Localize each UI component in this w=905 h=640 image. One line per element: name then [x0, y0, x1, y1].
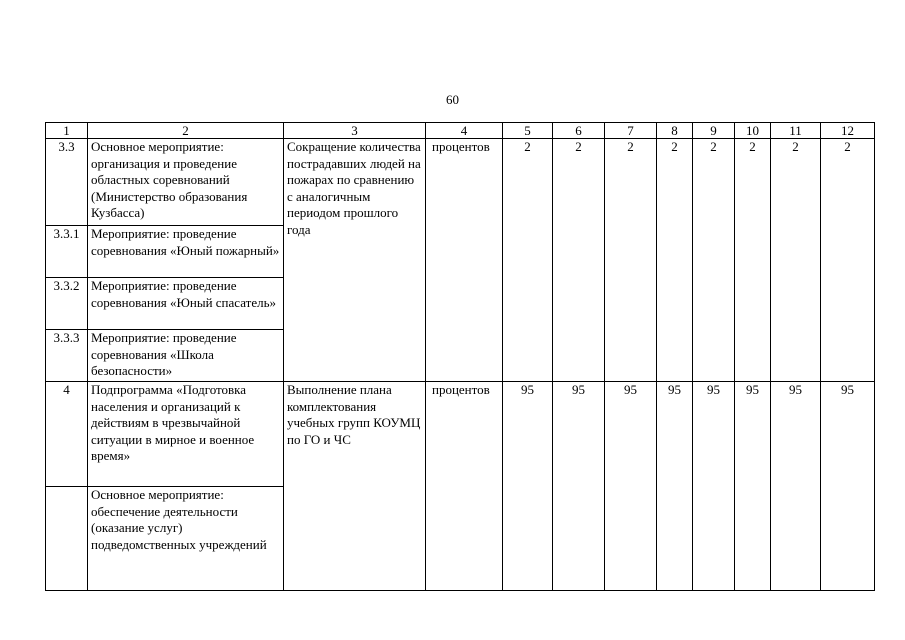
page-number: 60: [446, 92, 459, 107]
row-number: 3.3.1: [46, 226, 88, 278]
header-cell: 11: [771, 123, 821, 139]
indicator-name: Сокращение количества пострадавших людей на пожарах по сравнению с аналогичным периодом прошлого года: [284, 139, 426, 382]
header-cell: 7: [605, 123, 657, 139]
measure-name: Мероприятие: проведение соревнования «Юный пожарный»: [88, 226, 284, 278]
row-number-empty: [46, 487, 88, 591]
indicator-name: Выполнение плана комплектования учебных групп КОУМЦ по ГО и ЧС: [284, 382, 426, 591]
measure-name: Основное мероприятие: организация и проведение областных соревнований (Министерство образования Кузбасса): [88, 139, 284, 226]
row-number: 3.3: [46, 139, 88, 226]
indicators-table: [45, 122, 875, 591]
row-number: 3.3.3: [46, 330, 88, 382]
value-cell: 95: [735, 382, 771, 591]
header-cell: 1: [46, 123, 88, 139]
value-cell: 2: [553, 139, 605, 382]
unit-cell: процентов: [426, 139, 503, 382]
header-cell: 5: [503, 123, 553, 139]
header-cell: 2: [88, 123, 284, 139]
table-row: [46, 382, 875, 487]
measure-name: Подпрограмма «Подготовка населения и организаций к действиям в чрезвычайной ситуации в мирное и военное время»: [88, 382, 284, 487]
value-cell: 95: [771, 382, 821, 591]
value-cell: 2: [657, 139, 693, 382]
value-cell: 2: [605, 139, 657, 382]
table-row: [46, 139, 875, 226]
value-cell: 95: [657, 382, 693, 591]
header-cell: 6: [553, 123, 605, 139]
row-number: 3.3.2: [46, 278, 88, 330]
unit-cell: процентов: [426, 382, 503, 591]
header-cell: 8: [657, 123, 693, 139]
table-header-row: [46, 123, 875, 139]
header-cell: 4: [426, 123, 503, 139]
header-cell: 3: [284, 123, 426, 139]
value-cell: 95: [503, 382, 553, 591]
measure-name: Мероприятие: проведение соревнования «Школа безопасности»: [88, 330, 284, 382]
value-cell: 2: [503, 139, 553, 382]
value-cell: 2: [735, 139, 771, 382]
row-number: 4: [46, 382, 88, 487]
value-cell: 95: [693, 382, 735, 591]
value-cell: 2: [693, 139, 735, 382]
value-cell: 95: [605, 382, 657, 591]
value-cell: 95: [553, 382, 605, 591]
measure-name: Основное мероприятие: обеспечение деятельности (оказание услуг) подведомственных учреждений: [88, 487, 284, 591]
header-cell: 10: [735, 123, 771, 139]
value-cell: 2: [821, 139, 875, 382]
header-cell: 9: [693, 123, 735, 139]
header-cell: 12: [821, 123, 875, 139]
measure-name: Мероприятие: проведение соревнования «Юный спасатель»: [88, 278, 284, 330]
value-cell: 95: [821, 382, 875, 591]
value-cell: 2: [771, 139, 821, 382]
